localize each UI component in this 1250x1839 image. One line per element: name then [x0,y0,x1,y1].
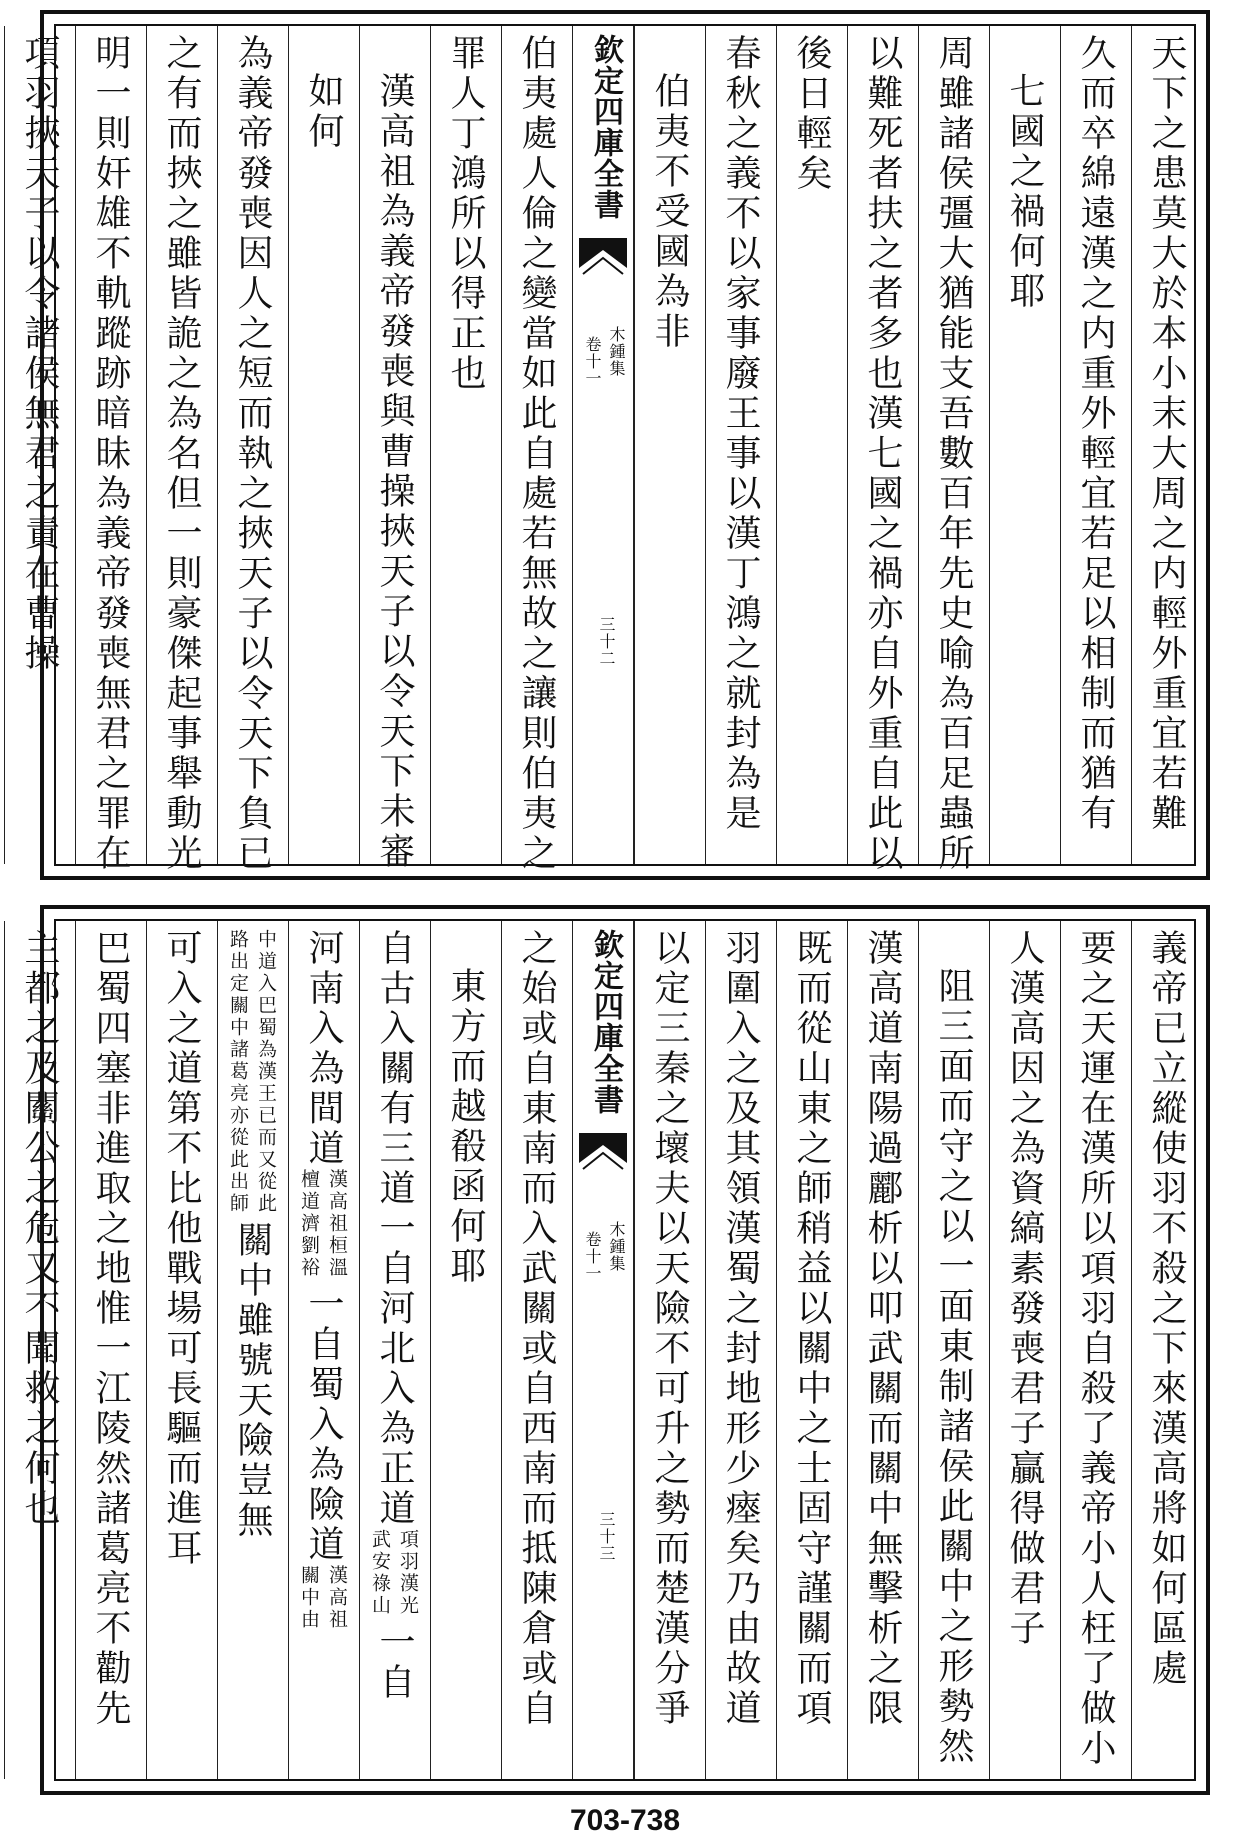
column-text: 關中雖號天險豈無 [232,1221,273,1541]
text-column [776,26,847,864]
interlinear-note: 路出定關中諸葛亮亦從此出師 [227,929,249,1215]
interlinear-note: 漢高祖桓溫 [326,1169,348,1279]
page-footer-number: 703-738 [569,1804,681,1837]
top-page-frame [19,24,1196,874]
column-text: 之始或自東南而入武關或自西南而抵陳倉或自 [516,929,557,1729]
text-column [847,921,918,1779]
fishtail-ornament-icon [579,238,627,278]
text-column [359,921,430,1779]
column-text: 一自 [374,1623,415,1703]
column-text: 可入之道第不比他戰場可長驅而進耳 [161,929,202,1569]
bottom-page-frame [19,919,1196,1781]
column-text: 羽圍入之及其領漢蜀之封地形少瘞矣乃由故道 [720,929,761,1729]
text-column [847,26,918,874]
text-column [1060,921,1131,1779]
text-column [989,921,1060,1779]
column-text: 伯夷處人倫之變當如此自處若無故之讓則伯夷之 [516,34,557,874]
text-column [634,921,705,1779]
text-column [4,921,75,1779]
column-text: 一自蜀入為險道 [303,1285,344,1565]
leaf-number: 三十二 [597,616,616,667]
interlinear-note: 關中由 [298,1565,320,1631]
column-text: 既而從山東之師稍益以關中之士固守謹關而項 [791,929,832,1729]
column-text: 以定三秦之壞夫以天險不可升之勢而楚漢分爭 [649,929,690,1729]
column-text: 以難死者扶之者多也漢七國之禍亦自外重自此以 [862,34,903,874]
interlinear-note: 中道入巴蜀為漢王已而又從此 [255,929,277,1215]
volume-label: 卷十一 [583,336,602,387]
book-title: 木鍾集 [607,1221,626,1272]
text-column [359,26,430,872]
column-text: 伯夷不受國為非 [649,72,690,352]
column-text: 後日輕矣 [791,34,832,194]
text-column [776,921,847,1779]
text-column [430,26,501,864]
column-text: 項羽挾天子以令諸侯無君之責在曹操 [19,34,60,674]
fishtail-ornament-icon [579,1133,627,1173]
column-text: 漢高道南陽過酈析以叩武關而關中無擊析之限 [862,929,903,1729]
text-column [989,26,1060,864]
column-text: 天下之患莫大於本小末大周之内輕外重宜若難 [1146,34,1187,834]
column-text: 要之天運在漢所以項羽自殺了義帝小人枉了做小 [1075,929,1116,1769]
text-column [705,26,776,864]
column-text: 阻三面而守之以一面東制諸侯此關中之形勢然 [933,967,974,1767]
center-fold-margin [572,921,634,1779]
column-text: 春秋之義不以家事廢王事以漢丁鴻之就封為是 [720,34,761,834]
text-column [1131,26,1202,864]
volume-label: 卷十一 [583,1231,602,1282]
interlinear-note: 檀道濟劉裕 [298,1169,320,1279]
column-text: 明一則奸雄不軌蹤跡暗昧為義帝發喪無君之罪在 [90,34,131,874]
column-text: 之有而挾之雖皆詭之為名但一則豪傑起事舉動光 [161,34,202,874]
column-text: 自古入關有三道一自河北入為正道 [374,929,415,1529]
column-text: 周雖諸侯彊大猶能支吾數百年先史喻為百足蟲所 [933,34,974,874]
text-column [288,921,359,1779]
text-column [501,921,572,1779]
text-column [1131,921,1202,1779]
text-column [288,26,359,864]
text-column [146,26,217,874]
column-text: 河南入為間道 [303,929,344,1169]
text-column [705,921,776,1779]
interlinear-note: 項羽漢光 [397,1529,419,1617]
interlinear-note: 漢高祖 [326,1565,348,1631]
text-column [918,921,989,1779]
text-column [146,921,217,1779]
column-text: 東方而越殽函何耶 [445,967,486,1287]
column-text: 人漢高因之為資縞素發喪君子贏得做君子 [1004,929,1045,1649]
column-text: 罪人丁鴻所以得正也 [445,34,486,394]
top-page [19,10,1210,880]
column-text: 義帝已立縱使羽不殺之下來漢高將如何區處 [1146,929,1187,1689]
column-text: 如何 [303,72,344,152]
text-column [634,26,705,864]
column-text: 主都之及關公之危又不聞救之何也 [19,929,60,1529]
leaf-number: 三十三 [597,1511,616,1562]
text-column [217,921,288,1779]
text-column [430,921,501,1779]
text-column [501,26,572,874]
library-title: 欽定四庫全書 [588,929,623,1115]
column-text: 七國之禍何耶 [1004,72,1045,312]
library-title: 欽定四庫全書 [588,34,623,220]
text-column [4,26,75,864]
bottom-page [19,905,1210,1795]
text-column [75,26,146,874]
text-column [918,26,989,874]
column-text: 巴蜀四塞非進取之地惟一江陵然諸葛亮不勸先 [90,929,131,1729]
center-fold-margin [572,26,634,864]
book-title: 木鍾集 [607,326,626,377]
column-text: 久而卒綿遠漢之内重外輕宜若足以相制而猶有 [1075,34,1116,834]
interlinear-note: 武安祿山 [369,1529,391,1617]
text-column [217,26,288,874]
column-text: 漢高祖為義帝發喪與曹操挾天子以令天下未審 [374,72,415,872]
text-column [1060,26,1131,864]
column-text: 為義帝發喪因人之短而執之挾天子以令天下負已 [232,34,273,874]
text-column [75,921,146,1779]
